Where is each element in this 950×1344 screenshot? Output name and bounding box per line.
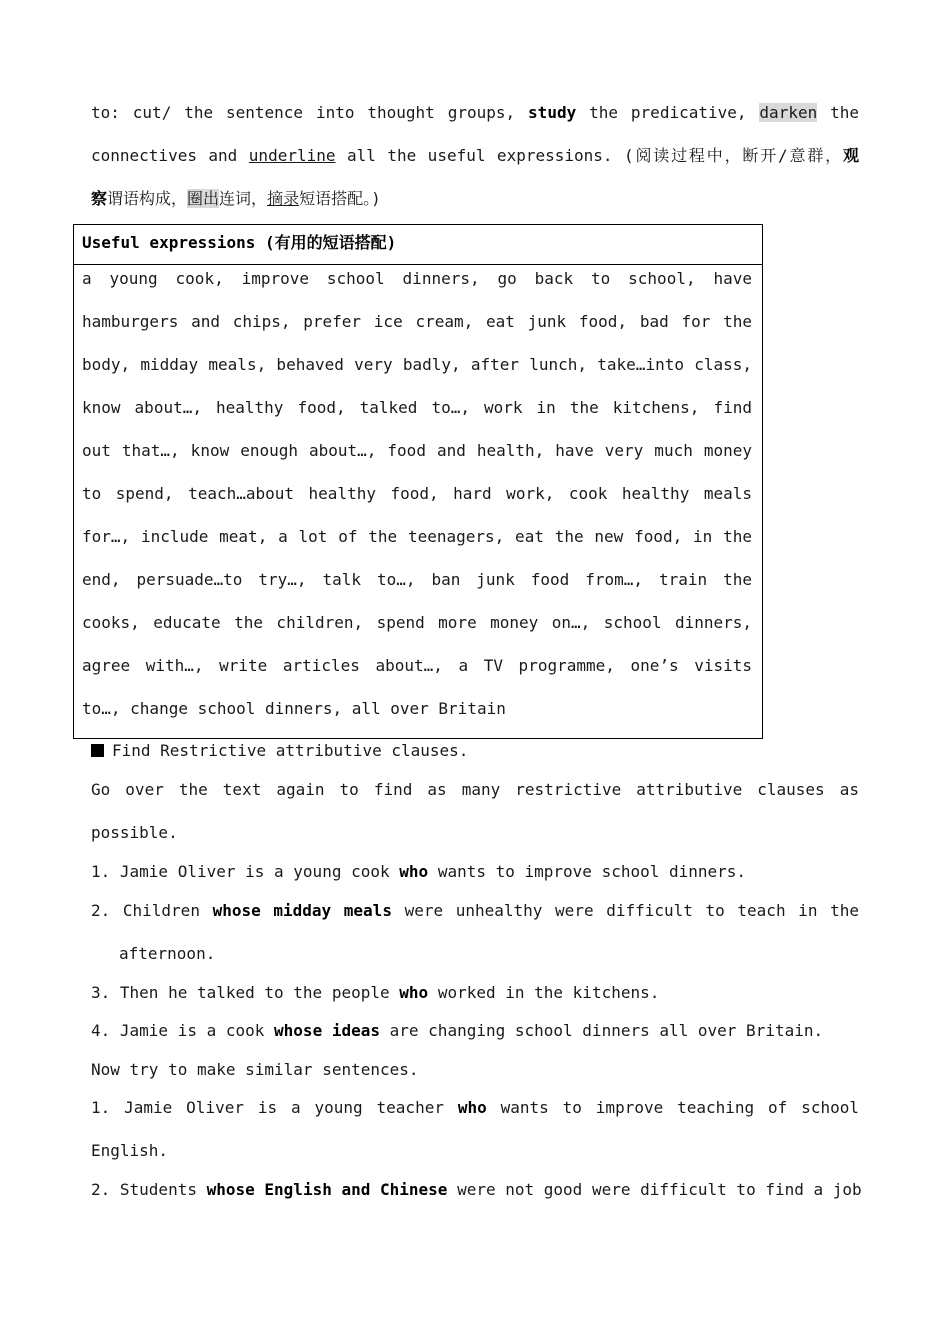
keyword-circle: 圈出 xyxy=(187,189,220,208)
sentence-text: worked in the kitchens. xyxy=(437,983,660,1002)
useful-expressions-box xyxy=(73,224,763,739)
relative-pronoun: who xyxy=(457,1098,487,1117)
intro-text: 连词， xyxy=(219,189,268,208)
relative-pronoun: who xyxy=(399,862,429,881)
practice-sentence-2 xyxy=(91,1179,862,1201)
relative-pronoun: whose ideas xyxy=(274,1021,380,1040)
practice-sentence-1 xyxy=(91,1097,859,1119)
intro-text: connectives and xyxy=(91,146,238,165)
practice-heading: Now try to make similar sentences. xyxy=(91,1060,419,1079)
intro-line-3 xyxy=(91,188,859,210)
practice-sentence-1-cont: English. xyxy=(91,1141,169,1160)
keyword-darken: darken xyxy=(759,103,818,122)
sentence-text: wants to improve teaching of school xyxy=(500,1098,859,1117)
expressions-line: body, midday meals, behaved very badly, after lunch, take…into class, xyxy=(82,355,752,374)
expressions-line: hamburgers and chips, prefer ice cream, eat junk food, bad for the xyxy=(82,312,752,331)
keyword-underline: underline xyxy=(248,146,336,165)
expressions-line: cooks, educate the children, spend more money on…, school dinners, xyxy=(82,613,752,632)
sentence-text: 2. Children xyxy=(91,901,200,920)
intro-line-1 xyxy=(91,102,859,124)
find-heading xyxy=(91,740,859,762)
find-heading-text: Find Restrictive attributive clauses. xyxy=(112,741,469,760)
sentence-text: 1. Jamie Oliver is a young cook xyxy=(91,862,390,881)
sentence-text: 1. Jamie Oliver is a young teacher xyxy=(91,1098,444,1117)
sentence-text: are changing school dinners all over Britain. xyxy=(389,1021,824,1040)
relative-pronoun: whose English and Chinese xyxy=(206,1180,448,1199)
intro-text: to: cut/ the sentence into thought groups, xyxy=(91,103,516,122)
sentence-text: 2. Students xyxy=(91,1180,197,1199)
sentence-text: 3. Then he talked to the people xyxy=(91,983,390,1002)
expressions-line: agree with…, write articles about…, a TV programme, one’s visits xyxy=(82,656,752,675)
expressions-line: for…, include meat, a lot of the teenagers, eat the new food, in the xyxy=(82,527,752,546)
intro-text: all the useful expressions. (阅读过程中，断开/意群， xyxy=(346,146,843,165)
expressions-line: end, persuade…to try…, talk to…, ban junk food from…, train the xyxy=(82,570,752,589)
find-sentence-3 xyxy=(91,982,859,1004)
intro-text: 短语搭配。) xyxy=(299,189,381,208)
expressions-line: know about…, healthy food, talked to…, work in the kitchens, find xyxy=(82,398,752,417)
sentence-text: 4. Jamie is a cook xyxy=(91,1021,265,1040)
find-instruction: Go over the text again to find as many restrictive attributive clauses as xyxy=(91,780,859,799)
sentence-text: were unhealthy were difficult to teach in the xyxy=(404,901,859,920)
intro-text: the predicative, xyxy=(589,103,747,122)
find-sentence-2-cont: afternoon. xyxy=(119,944,216,963)
expressions-line: to spend, teach…about healthy food, hard work, cook healthy meals xyxy=(82,484,752,503)
intro-line-2 xyxy=(91,145,859,167)
intro-text: the xyxy=(830,103,860,122)
black-square-bullet-icon xyxy=(91,744,104,757)
useful-expressions-header xyxy=(74,225,762,265)
find-sentence-1 xyxy=(91,861,859,883)
find-sentence-2 xyxy=(91,900,859,922)
find-instruction-cont: possible. xyxy=(91,823,178,842)
keyword-observe: 观 xyxy=(842,146,859,165)
keyword-copy: 摘录 xyxy=(267,189,300,208)
relative-pronoun: whose midday meals xyxy=(212,901,392,920)
sentence-text: were not good were difficult to find a job xyxy=(457,1180,862,1199)
keyword-study: study xyxy=(528,103,577,122)
sentence-text: wants to improve school dinners. xyxy=(437,862,747,881)
keyword-observe-cont: 察 xyxy=(91,189,108,208)
relative-pronoun: who xyxy=(399,983,429,1002)
expressions-line: out that…, know enough about…, food and health, have very much money xyxy=(82,441,752,460)
find-sentence-4 xyxy=(91,1020,859,1042)
expressions-line: to…, change school dinners, all over Britain xyxy=(82,699,506,718)
intro-text: 谓语构成， xyxy=(107,189,188,208)
expressions-line: a young cook, improve school dinners, go back to school, have xyxy=(82,269,752,288)
useful-expressions-title: Useful expressions (有用的短语搭配) xyxy=(82,233,397,252)
